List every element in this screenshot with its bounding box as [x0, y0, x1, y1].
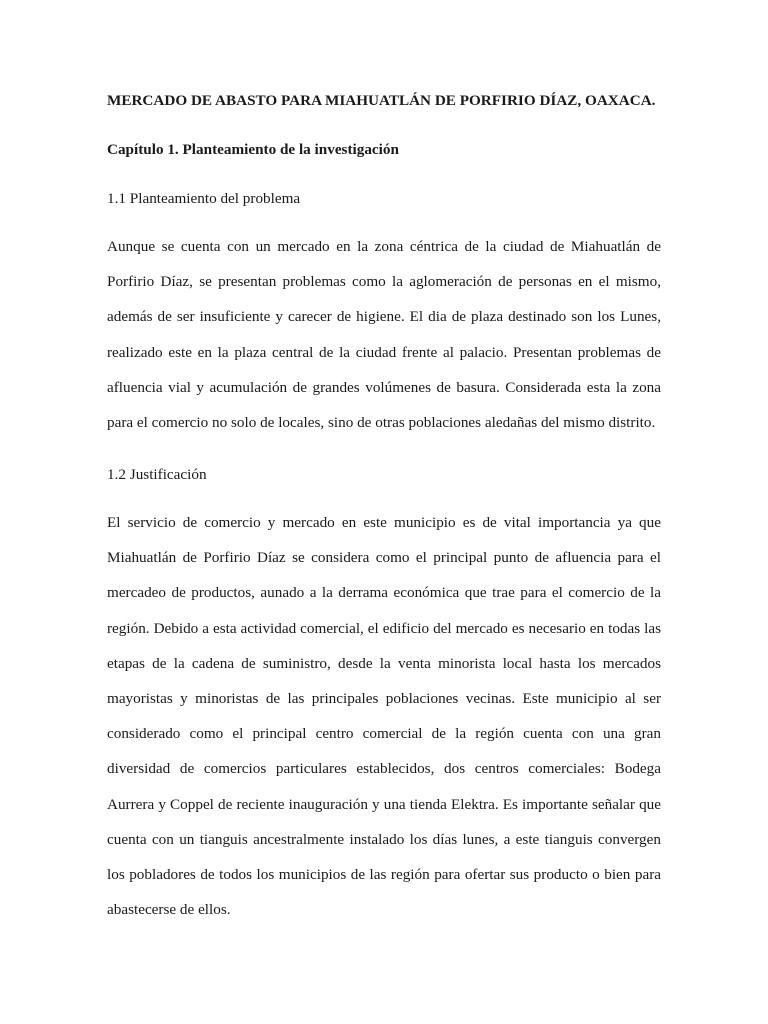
section-heading-1-1: 1.1 Planteamiento del problema	[107, 190, 301, 207]
paragraph-planteamiento: Aunque se cuenta con un mercado en la zona céntrica de la ciudad de Miahuatlán de Porfirio Díaz, se presentan problemas como la aglomeración de personas en el mismo, además de ser insuficiente y carecer de higiene. El dia de plaza destinado son los Lunes, realizado este en la plaza central de la ciudad frente al palacio. Presentan problemas de afluencia vial y acumulación de grandes volúmenes de basura. Considerada esta la zona para el comercio no solo de locales, sino de otras poblaciones aledañas del mismo distrito.	[107, 238, 661, 432]
section-heading-1-2: 1.2 Justificación	[107, 466, 207, 483]
paragraph-justificacion: El servicio de comercio y mercado en este municipio es de vital importancia ya que Miahuatlán de Porfirio Díaz se considera como el principal punto de afluencia para el mercadeo de productos, aunado a la derrama económica que trae para el comercio de la región. Debido a esta actividad comercial, el edificio del mercado es necesario en todas las etapas de la cadena de suministro, desde la venta minorista local hasta los mercados mayoristas y minoristas de las principales poblaciones vecinas. Este municipio al ser considerado como el principal centro comercial de la región cuenta con una gran diversidad de comercios particulares establecidos, dos centros comerciales: Bodega Aurrera y Coppel de reciente inauguración y una tienda Elektra. Es importante señalar que cuenta con un tianguis ancestralmente instalado los días lunes, a este tianguis convergen los pobladores de todos los municipios de las región para ofertar sus producto o bien para abastecerse de ellos.	[107, 514, 661, 919]
chapter-title: Capítulo 1. Planteamiento de la investigación	[107, 141, 399, 158]
document-title: MERCADO DE ABASTO PARA MIAHUATLÁN DE PORFIRIO DÍAZ, OAXACA.	[107, 92, 656, 109]
